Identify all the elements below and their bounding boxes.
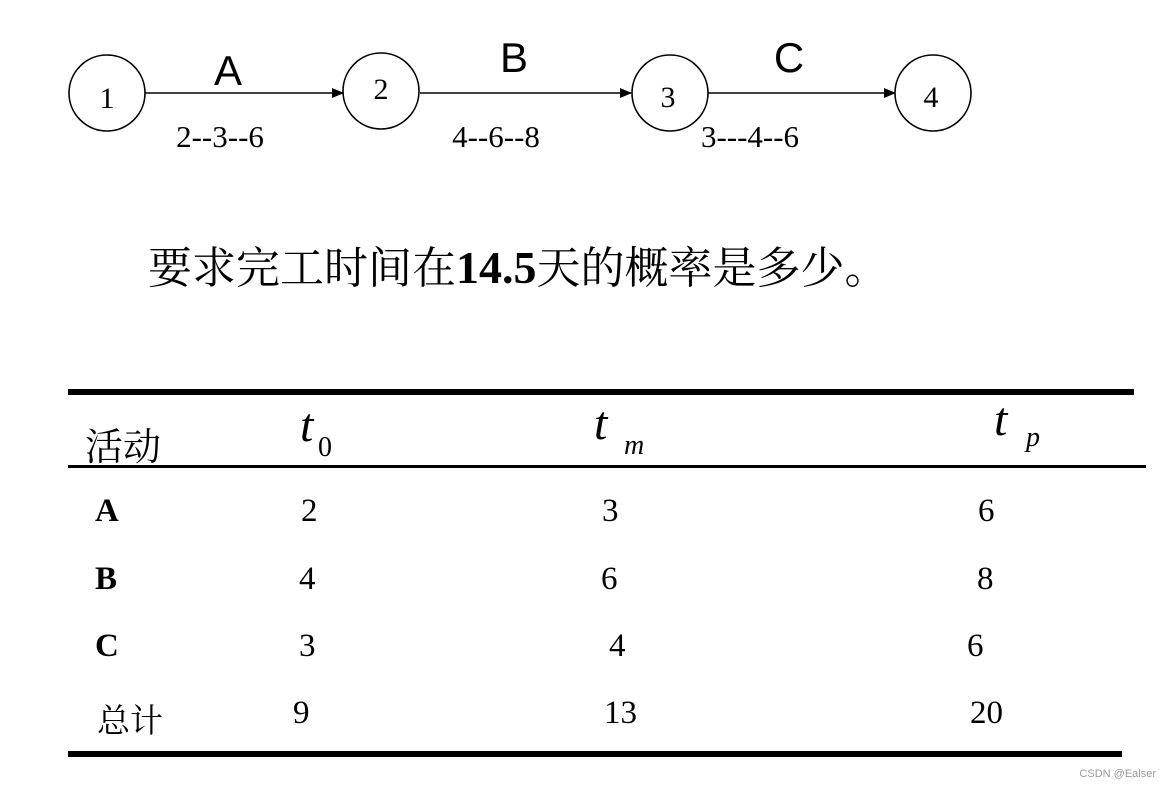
question-suffix: 天的概率是多少。 [536, 243, 889, 294]
edge-b [420, 34, 631, 154]
node-3 [632, 55, 708, 131]
question-value: 14.5 [456, 242, 537, 293]
table-bottom-rule [68, 751, 1122, 757]
row-b-tp: 8 [977, 561, 994, 597]
row-total-tm: 13 [604, 695, 637, 731]
header-tp-var: t [994, 393, 1008, 446]
watermark: CSDN @Ealser [1079, 768, 1156, 780]
header-activity: 活动 [85, 425, 162, 469]
edge-b-estimate: 4--6--8 [452, 119, 540, 154]
node-1-label: 1 [99, 82, 115, 115]
edge-b-label: B [499, 34, 529, 81]
header-tm [594, 396, 645, 461]
edge-c-label: C [773, 34, 805, 81]
node-3-label: 3 [660, 81, 676, 114]
row-a-tp: 6 [978, 493, 995, 529]
edge-a-estimate: 2--3--6 [176, 119, 264, 154]
node-2 [343, 53, 419, 129]
header-tp-sub: p [1026, 422, 1040, 453]
header-tp [994, 392, 1040, 453]
row-b-activity: B [95, 561, 118, 597]
row-c-t0: 3 [299, 628, 316, 664]
row-total-tp: 20 [970, 695, 1003, 731]
edge-a [145, 47, 343, 154]
edge-a-label: A [213, 47, 243, 94]
header-tm-var: t [594, 397, 608, 450]
row-b-tm: 6 [601, 561, 618, 597]
activity-network-diagram [0, 0, 1170, 200]
row-c-tp: 6 [967, 628, 984, 664]
row-b-t0: 4 [299, 561, 316, 597]
node-4-label: 4 [923, 81, 939, 114]
header-t0-sub: 0 [318, 432, 332, 463]
node-1 [69, 55, 145, 131]
edge-c [701, 34, 895, 154]
row-total-t0: 9 [293, 695, 310, 731]
question-text [148, 232, 889, 296]
table-top-rule [68, 389, 1134, 395]
row-c-activity: C [95, 628, 119, 664]
row-a-activity: A [95, 493, 119, 529]
question-prefix: 要求完工时间在 [148, 243, 456, 294]
table-header-rule [68, 465, 1146, 468]
row-a-t0: 2 [301, 493, 318, 529]
header-tm-sub: m [624, 430, 645, 461]
row-total-activity: 总计 [97, 701, 163, 740]
node-2-label: 2 [373, 73, 389, 106]
row-c-tm: 4 [609, 628, 626, 664]
node-4 [895, 55, 971, 131]
header-t0 [300, 398, 332, 463]
header-t0-var: t [300, 399, 314, 452]
edge-c-estimate: 3---4--6 [700, 119, 800, 154]
row-a-tm: 3 [602, 493, 619, 529]
